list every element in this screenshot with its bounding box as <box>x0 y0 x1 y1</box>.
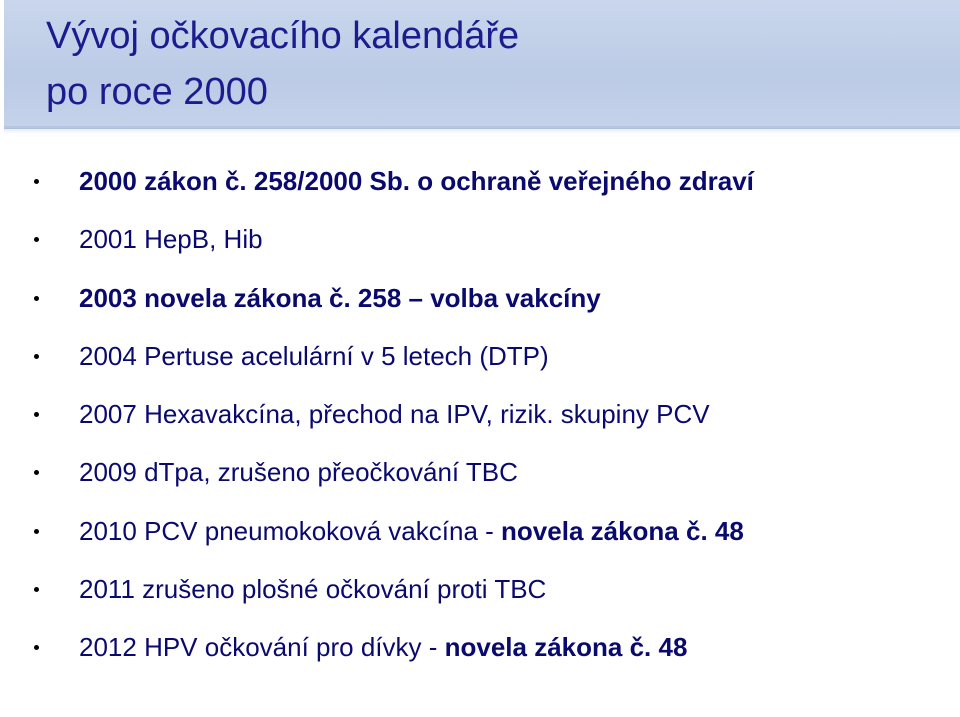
bullet-dot-icon <box>34 237 39 242</box>
bullet-dot-icon <box>34 587 39 592</box>
bullet-text: 2012 HPV očkování pro dívky - <box>79 632 445 663</box>
bullet-text: 2004 Pertuse acelulární v 5 letech (DTP) <box>79 340 549 371</box>
bullet-dot-icon <box>34 529 39 534</box>
bullet-text: 2009 dTpa, zrušeno přeočkování TBC <box>79 457 518 488</box>
bullet-item <box>0 389 754 447</box>
bullet-text-emphasis: novela zákona č. 48 <box>444 632 688 663</box>
bullet-item <box>0 622 754 680</box>
slide-title-line-1: Vývoj očkovacího kalendáře <box>46 15 520 57</box>
bullet-item <box>0 506 754 564</box>
bullet-text-emphasis: novela zákona č. 48 <box>501 515 744 546</box>
bullet-item <box>0 273 754 331</box>
title-band <box>4 0 960 129</box>
bullet-dot-icon <box>34 412 39 417</box>
bullet-text: 2001 HepB, Hib <box>79 224 263 255</box>
bullet-text: 2011 zrušeno plošné očkování proti TBC <box>79 574 547 605</box>
bullet-text: 2010 PCV pneumokoková vakcína - <box>79 515 502 546</box>
bullet-dot-icon <box>34 470 39 475</box>
bullet-text: 2007 Hexavakcína, přechod na IPV, rizik. skupiny PCV <box>79 399 710 430</box>
slide-title <box>46 8 519 120</box>
bullet-dot-icon <box>34 296 39 301</box>
bullet-item <box>0 331 754 389</box>
bullet-text: 2003 novela zákona č. 258 – volba vakcíny <box>79 282 601 313</box>
slide-title-line-2: po roce 2000 <box>46 71 268 113</box>
bullet-item <box>0 214 754 272</box>
bullet-item <box>0 564 754 622</box>
bullet-item <box>0 156 754 214</box>
bullet-text: 2000 zákon č. 258/2000 Sb. o ochraně veřejného zdraví <box>79 166 754 196</box>
bullet-list <box>0 156 754 681</box>
bullet-dot-icon <box>34 179 39 184</box>
bullet-dot-icon <box>34 354 39 359</box>
bullet-item <box>0 447 754 505</box>
bullet-dot-icon <box>34 645 39 650</box>
